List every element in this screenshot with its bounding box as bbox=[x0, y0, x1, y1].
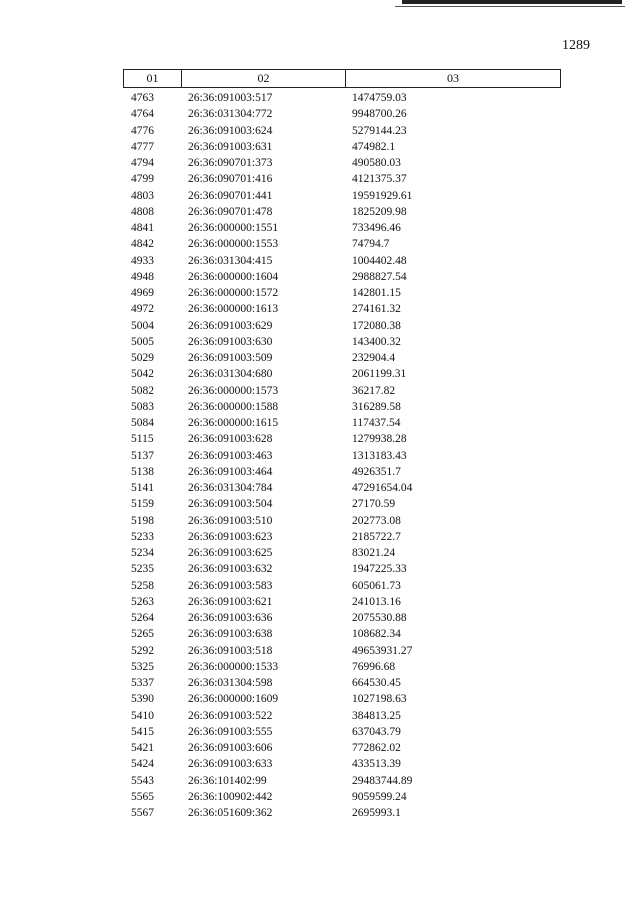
table-cell-3: 143400.32 bbox=[352, 335, 401, 348]
table-cell-2: 26:36:000000:1551 bbox=[188, 222, 279, 234]
table-cell-1: 5410 bbox=[131, 709, 154, 722]
table-cell-3: 117437.54 bbox=[352, 417, 401, 429]
table-cell-3: 2988827.54 bbox=[352, 270, 407, 283]
table-cell-2: 26:36:000000:1615 bbox=[188, 417, 279, 429]
table-cell-2: 26:36:091003:583 bbox=[188, 579, 273, 592]
table-cell-2: 26:36:090701:441 bbox=[188, 189, 273, 202]
table-row bbox=[0, 415, 640, 431]
table-cell-1: 5005 bbox=[131, 335, 154, 348]
table-cell-1: 4776 bbox=[131, 124, 154, 137]
table-cell-2: 26:36:031304:598 bbox=[188, 677, 273, 689]
table-cell-2: 26:36:000000:1572 bbox=[188, 287, 279, 299]
table-cell-1: 4763 bbox=[131, 92, 154, 104]
table-row bbox=[0, 529, 640, 545]
table-cell-1: 4794 bbox=[131, 157, 154, 169]
table-row bbox=[0, 383, 640, 399]
table-cell-2: 26:36:031304:772 bbox=[188, 108, 273, 121]
table-row bbox=[0, 691, 640, 707]
table-cell-3: 108682.34 bbox=[352, 628, 401, 641]
table-row bbox=[0, 756, 640, 772]
table-cell-3: 1027198.63 bbox=[352, 693, 407, 706]
table-cell-1: 5233 bbox=[131, 530, 154, 543]
table-row bbox=[0, 366, 640, 382]
table-cell-1: 5198 bbox=[131, 514, 154, 527]
table-cell-2: 26:36:091003:631 bbox=[188, 140, 273, 153]
table-row bbox=[0, 708, 640, 724]
table-cell-3: 83021.24 bbox=[352, 547, 396, 559]
column-header-01: 01 bbox=[124, 70, 182, 87]
table-header bbox=[123, 69, 561, 88]
table-cell-2: 26:36:091003:510 bbox=[188, 514, 273, 527]
table-row bbox=[0, 334, 640, 350]
top-rule-thick bbox=[402, 0, 622, 4]
table-row bbox=[0, 675, 640, 691]
table-cell-3: 9059599.24 bbox=[352, 790, 407, 803]
table-cell-1: 5543 bbox=[131, 774, 154, 787]
table-cell-3: 733496.46 bbox=[352, 222, 401, 234]
table-cell-1: 5029 bbox=[131, 352, 154, 364]
table-cell-1: 4841 bbox=[131, 222, 154, 234]
table-cell-3: 9948700.26 bbox=[352, 108, 407, 121]
table-cell-3: 29483744.89 bbox=[352, 774, 413, 787]
table-cell-3: 142801.15 bbox=[352, 287, 401, 299]
table-cell-3: 27170.59 bbox=[352, 498, 396, 511]
table-cell-2: 26:36:000000:1573 bbox=[188, 384, 279, 397]
table-cell-2: 26:36:000000:1604 bbox=[188, 270, 279, 283]
table-row bbox=[0, 123, 640, 139]
table-row bbox=[0, 594, 640, 610]
table-cell-1: 4799 bbox=[131, 173, 154, 186]
table-row bbox=[0, 724, 640, 740]
table-cell-2: 26:36:091003:606 bbox=[188, 742, 273, 754]
table-row bbox=[0, 610, 640, 626]
table-row bbox=[0, 464, 640, 480]
table-cell-2: 26:36:091003:518 bbox=[188, 644, 273, 657]
table-cell-3: 2695993.1 bbox=[352, 807, 401, 819]
table-cell-3: 172080.38 bbox=[352, 319, 401, 332]
table-cell-1: 5265 bbox=[131, 628, 154, 641]
table-row bbox=[0, 496, 640, 512]
table-cell-1: 5263 bbox=[131, 595, 154, 608]
table-row bbox=[0, 626, 640, 642]
table-cell-3: 1313183.43 bbox=[352, 449, 407, 462]
table-cell-3: 4121375.37 bbox=[352, 173, 407, 186]
table-cell-3: 202773.08 bbox=[352, 514, 401, 527]
table-cell-3: 1474759.03 bbox=[352, 92, 407, 104]
table-cell-2: 26:36:091003:629 bbox=[188, 319, 273, 332]
table-cell-1: 4808 bbox=[131, 205, 154, 218]
table-cell-1: 5258 bbox=[131, 579, 154, 592]
table-cell-2: 26:36:091003:509 bbox=[188, 352, 273, 364]
table-row bbox=[0, 643, 640, 659]
table-row bbox=[0, 561, 640, 577]
table-cell-1: 4842 bbox=[131, 238, 154, 251]
table-cell-1: 5141 bbox=[131, 482, 154, 494]
table-cell-2: 26:36:091003:522 bbox=[188, 709, 273, 722]
table-cell-1: 4933 bbox=[131, 254, 154, 267]
top-rule-thin bbox=[395, 6, 625, 7]
table-cell-2: 26:36:000000:1609 bbox=[188, 693, 279, 706]
table-cell-3: 1947225.33 bbox=[352, 563, 407, 576]
table-cell-3: 74794.7 bbox=[352, 238, 390, 251]
table-row bbox=[0, 805, 640, 821]
table-cell-3: 47291654.04 bbox=[352, 482, 413, 494]
table-cell-3: 1004402.48 bbox=[352, 254, 407, 267]
table-row bbox=[0, 659, 640, 675]
table-cell-3: 2185722.7 bbox=[352, 530, 401, 543]
table-cell-3: 474982.1 bbox=[352, 140, 396, 153]
table-row bbox=[0, 236, 640, 252]
table-cell-3: 4926351.7 bbox=[352, 465, 401, 478]
table-row bbox=[0, 301, 640, 317]
table-cell-2: 26:36:100902:442 bbox=[188, 790, 273, 803]
table-cell-1: 4777 bbox=[131, 140, 154, 153]
table-row bbox=[0, 480, 640, 496]
table-row bbox=[0, 155, 640, 171]
table-row bbox=[0, 578, 640, 594]
table-cell-2: 26:36:000000:1533 bbox=[188, 660, 279, 673]
table-cell-2: 26:36:091003:555 bbox=[188, 725, 273, 738]
page-number: 1289 bbox=[562, 38, 590, 53]
table-cell-1: 5292 bbox=[131, 644, 154, 657]
table-cell-2: 26:36:091003:625 bbox=[188, 547, 273, 559]
table-cell-1: 4764 bbox=[131, 108, 154, 121]
table-cell-1: 5415 bbox=[131, 725, 154, 738]
table-cell-2: 26:36:091003:464 bbox=[188, 465, 273, 478]
table-cell-2: 26:36:090701:373 bbox=[188, 157, 273, 169]
table-cell-3: 1279938.28 bbox=[352, 433, 407, 446]
table-row bbox=[0, 431, 640, 447]
table-cell-2: 26:36:091003:630 bbox=[188, 335, 273, 348]
table-cell-1: 4972 bbox=[131, 303, 154, 316]
table-cell-2: 26:36:091003:623 bbox=[188, 530, 273, 543]
table-cell-1: 5565 bbox=[131, 790, 154, 803]
table-cell-2: 26:36:031304:784 bbox=[188, 482, 273, 494]
table-cell-1: 5083 bbox=[131, 400, 154, 413]
table-cell-2: 26:36:091003:504 bbox=[188, 498, 273, 511]
table-cell-1: 4969 bbox=[131, 287, 154, 299]
table-cell-2: 26:36:091003:621 bbox=[188, 595, 273, 608]
table-cell-3: 2061199.31 bbox=[352, 368, 407, 381]
table-row bbox=[0, 188, 640, 204]
column-header-03: 03 bbox=[447, 71, 459, 85]
table-cell-3: 605061.73 bbox=[352, 579, 401, 592]
table-cell-2: 26:36:091003:632 bbox=[188, 563, 273, 576]
table-cell-2: 26:36:091003:636 bbox=[188, 612, 273, 624]
table-cell-3: 2075530.88 bbox=[352, 612, 407, 624]
table-cell-2: 26:36:091003:463 bbox=[188, 449, 273, 462]
table-cell-3: 36217.82 bbox=[352, 384, 396, 397]
table-cell-2: 26:36:031304:680 bbox=[188, 368, 273, 381]
table-cell-3: 637043.79 bbox=[352, 725, 401, 738]
table-cell-3: 274161.32 bbox=[352, 303, 401, 316]
table-cell-1: 5567 bbox=[131, 807, 154, 819]
table-cell-3: 1825209.98 bbox=[352, 205, 407, 218]
table-cell-1: 5264 bbox=[131, 612, 154, 624]
table-row bbox=[0, 740, 640, 756]
table-cell-2: 26:36:091003:517 bbox=[188, 92, 273, 104]
table-cell-1: 5390 bbox=[131, 693, 154, 706]
table-row bbox=[0, 106, 640, 122]
table-cell-3: 664530.45 bbox=[352, 677, 401, 689]
table-cell-1: 5138 bbox=[131, 465, 154, 478]
table-cell-2: 26:36:000000:1553 bbox=[188, 238, 279, 251]
table-cell-1: 5042 bbox=[131, 368, 154, 381]
table-row bbox=[0, 139, 640, 155]
table-row bbox=[0, 448, 640, 464]
table-cell-2: 26:36:101402:99 bbox=[188, 774, 267, 787]
table-row bbox=[0, 253, 640, 269]
table-cell-3: 384813.25 bbox=[352, 709, 401, 722]
table-cell-2: 26:36:090701:416 bbox=[188, 173, 273, 186]
table-cell-1: 4948 bbox=[131, 270, 154, 283]
table-row bbox=[0, 545, 640, 561]
table-cell-1: 5421 bbox=[131, 742, 154, 754]
table-cell-1: 5115 bbox=[131, 433, 154, 446]
table-cell-2: 26:36:000000:1613 bbox=[188, 303, 279, 316]
table-cell-2: 26:36:000000:1588 bbox=[188, 400, 279, 413]
table-row bbox=[0, 171, 640, 187]
table-cell-1: 5082 bbox=[131, 384, 154, 397]
table-cell-2: 26:36:031304:415 bbox=[188, 254, 273, 267]
table-cell-2: 26:36:091003:633 bbox=[188, 758, 273, 771]
table-cell-3: 19591929.61 bbox=[352, 189, 413, 202]
table-row bbox=[0, 220, 640, 236]
column-header-02: 02 bbox=[182, 70, 346, 87]
table-row bbox=[0, 399, 640, 415]
table-cell-3: 241013.16 bbox=[352, 595, 401, 608]
table-row bbox=[0, 285, 640, 301]
table-cell-3: 316289.58 bbox=[352, 400, 401, 413]
table-cell-1: 5325 bbox=[131, 660, 154, 673]
table-cell-3: 232904.4 bbox=[352, 352, 396, 364]
table-cell-3: 76996.68 bbox=[352, 660, 396, 673]
table-row bbox=[0, 90, 640, 106]
table-row bbox=[0, 773, 640, 789]
table-cell-1: 5137 bbox=[131, 449, 154, 462]
table-cell-3: 772862.02 bbox=[352, 742, 401, 754]
table-cell-3: 5279144.23 bbox=[352, 124, 407, 137]
table-row bbox=[0, 513, 640, 529]
table-cell-2: 26:36:091003:624 bbox=[188, 124, 273, 137]
table-cell-1: 5337 bbox=[131, 677, 154, 689]
table-row bbox=[0, 350, 640, 366]
table-cell-2: 26:36:051609:362 bbox=[188, 807, 273, 819]
table-row bbox=[0, 318, 640, 334]
table-cell-2: 26:36:090701:478 bbox=[188, 205, 273, 218]
table-cell-2: 26:36:091003:628 bbox=[188, 433, 273, 446]
table-cell-3: 490580.03 bbox=[352, 157, 401, 169]
table-cell-1: 5235 bbox=[131, 563, 154, 576]
table-cell-1: 5424 bbox=[131, 758, 154, 771]
table-cell-2: 26:36:091003:638 bbox=[188, 628, 273, 641]
table-row bbox=[0, 204, 640, 220]
table-cell-1: 5234 bbox=[131, 547, 154, 559]
table-cell-1: 4803 bbox=[131, 189, 154, 202]
table-cell-1: 5159 bbox=[131, 498, 154, 511]
table-cell-1: 5004 bbox=[131, 319, 154, 332]
table-cell-3: 49653931.27 bbox=[352, 644, 413, 657]
table-body bbox=[0, 90, 640, 821]
table-row bbox=[0, 789, 640, 805]
table-cell-3: 433513.39 bbox=[352, 758, 401, 771]
table-cell-1: 5084 bbox=[131, 417, 154, 429]
table-row bbox=[0, 269, 640, 285]
